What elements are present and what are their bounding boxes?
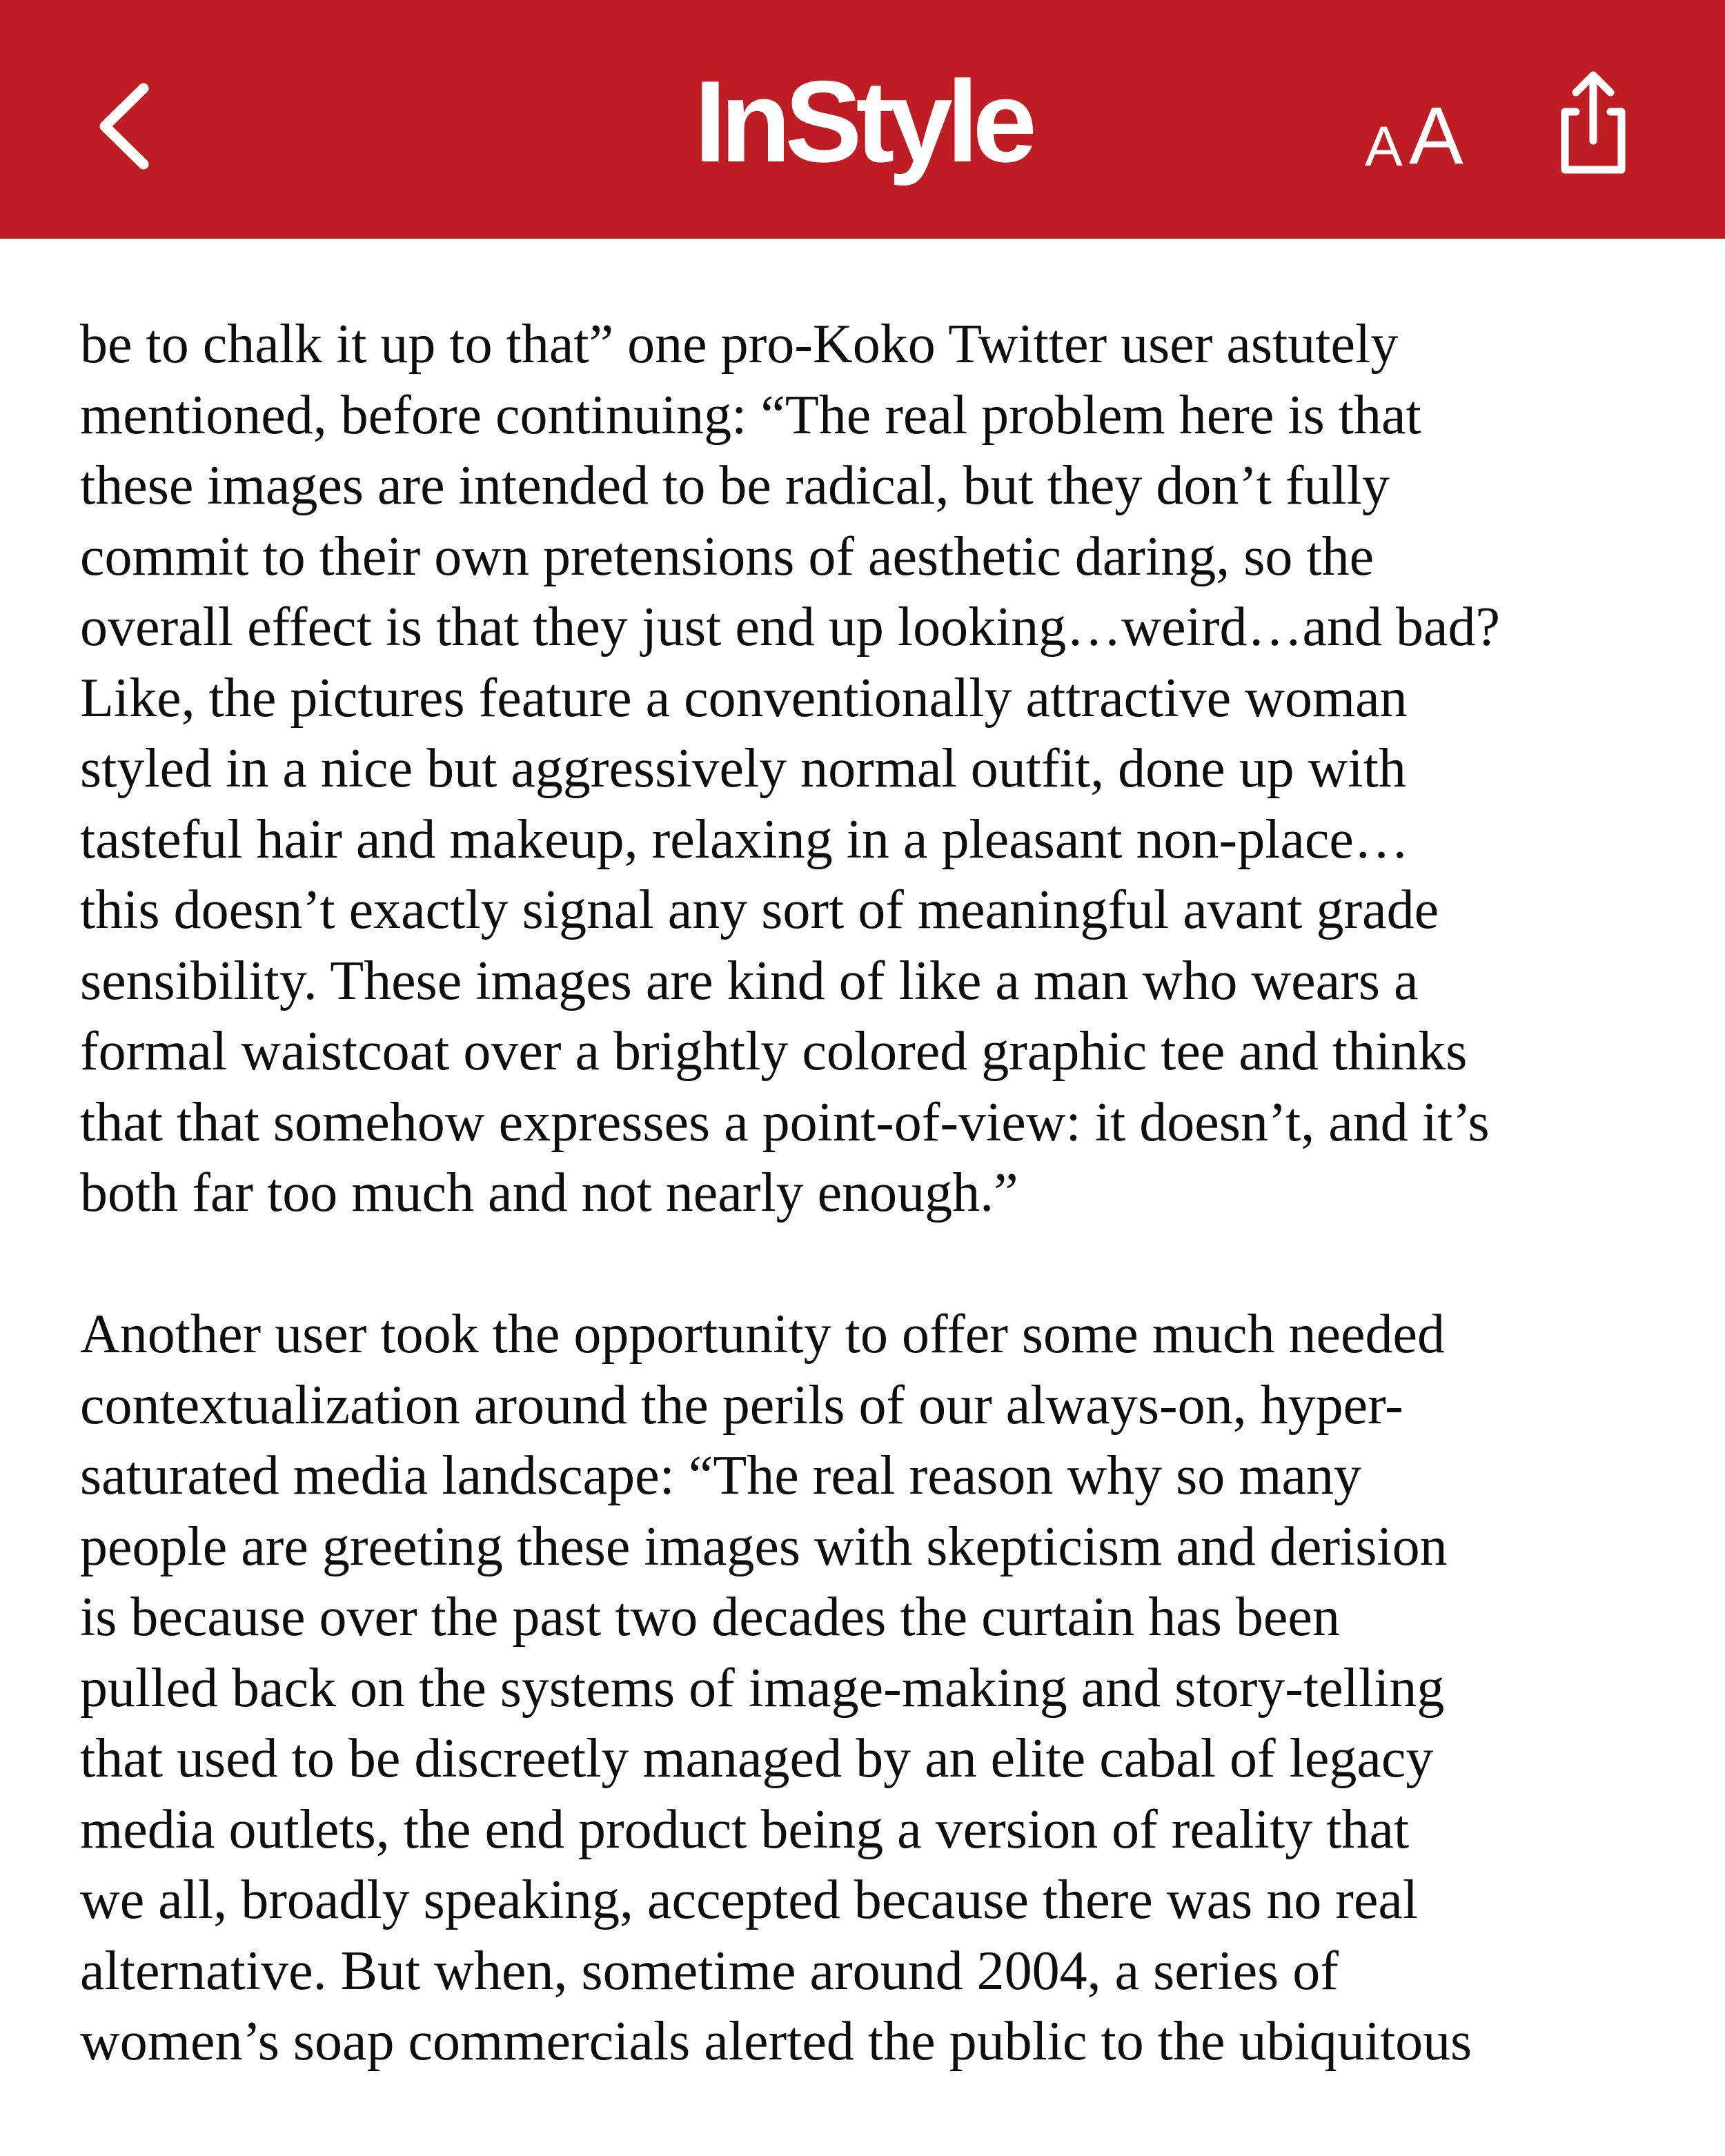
article-body (80, 309, 1660, 2077)
text-size-button[interactable] (1358, 90, 1475, 179)
share-button[interactable] (1548, 69, 1638, 179)
app-header (0, 0, 1725, 239)
instyle-logo: InStyle (694, 57, 1031, 186)
text-size-small-label: A (1365, 115, 1403, 178)
article-paragraph: Another user took the opportunity to offer some much needed contextualization around the perils of our always-on, hyper- saturated media landscape: “The real reason why so many people are greeting these images with skepticism and derision is because over the past two decades the curtain has been pulled back on the systems of image-making and story-telling that used to be discreetly managed by an elite cabal of legacy media outlets, the end product being a version of reality that we all, broadly speaking, accepted because there was no real alternative. But when, sometime around 2004, a series of women’s soap commercials alerted the public to the ubiquitous (80, 1304, 1472, 2072)
text-size-large-label: A (1409, 90, 1463, 181)
article-paragraph: be to chalk it up to that” one pro-Koko Twitter user astutely mentioned, before continuing: “The real problem here is that these images are intended to be radical, but they don’t fully commit to their own pretensions of aesthetic daring, so the overall effect is that they just end up looking…weird…and bad? Like, the pictures feature a conventionally attractive woman styled in a nice but aggressively normal outfit, done up with tasteful hair and makeup, relaxing in a pleasant non-place… this doesn’t exactly signal any sort of meaningful avant grade sensibility. These images are kind of like a man who wears a formal waistcoat over a brightly colored graphic tee and thinks that that somehow expresses a point-of-view: it doesn’t, and it’s both far too much and not nearly enough.” (80, 314, 1500, 1223)
share-icon (1548, 69, 1638, 179)
